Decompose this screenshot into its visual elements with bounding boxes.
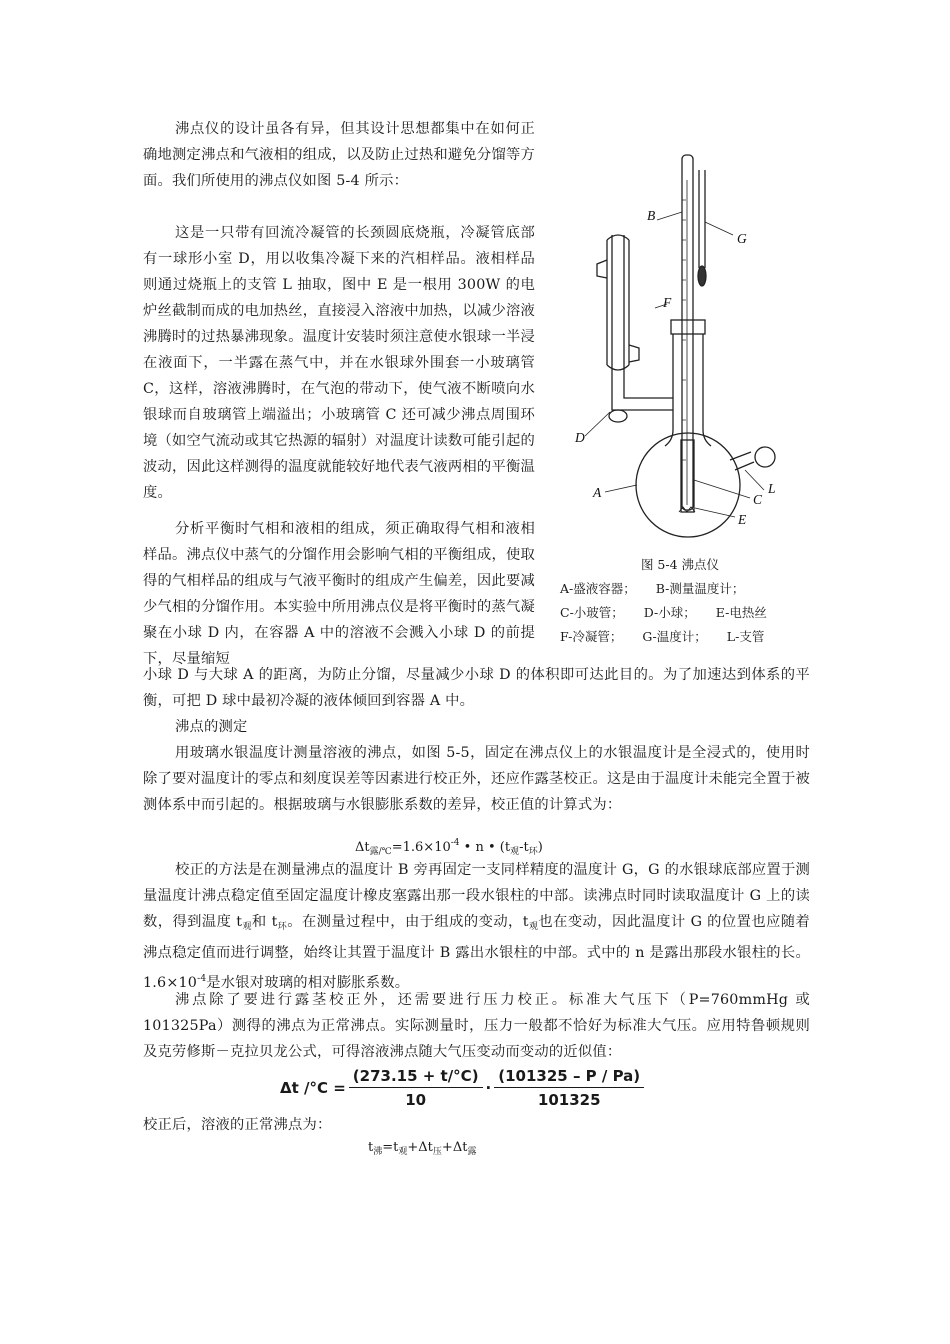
equation-pressure-correction: Δt /°C = $\frac{(273.15 + t/^\circ C)}{10}$ · $\frac{(101325 - P / Pa)}{101325}$ [280,1063,647,1113]
thermometer-b-shape [682,155,693,510]
label-g: G [737,231,747,246]
bulb-d-connector [612,378,673,410]
apparatus-drawing [555,140,805,540]
side-arm-stopcock [755,447,775,467]
condenser-inlet [597,260,607,278]
label-f: F [663,295,672,310]
paragraph-pressure-correction: 沸点除了要进行露茎校正外，还需要进行压力校正。标准大气压下（P=760mmHg 或 101325Pa）测得的沸点为正常沸点。实际测量时，压力一般都不恰好为标准大气压。应用特鲁顿规则及克劳修斯－克拉贝龙公式，可得溶液沸点随大气压变动而变动的近似值： [143,992,810,1060]
condenser-outer [607,240,629,365]
paragraph-correction-method: 校正的方法是在测量沸点的温度计 B 旁再固定一支同样精度的温度计 G，G 的水银球底部应置于测量温度计沸点稳定值至固定温度计橡皮塞露出那一段水银柱的中部。读沸点时同时读取温度计 G 上的读数，得到温度 $t_观$和 $t_环$。在测量过程中，由于组成的变动，$t_观$也在变动，因此温度计 G 的位置也应随着沸点稳定值而进行调整，始终让其置于温度计 B 露出水银柱的中部。式中的 n 是露出那段水银柱的长。$1.6\times 10^{-4}$是水银对玻璃的相对膨胀系数。 [143,862,811,991]
label-a: A [593,485,602,500]
figure-legend [560,577,800,649]
label-d: D [575,430,585,445]
label-c: C [753,492,763,507]
legend-row: F-冷凝管； G-温度计； L-支管 [560,629,765,644]
fraction-pressure: $\frac{(101325 - P / Pa)}{101325}$ [494,1067,644,1109]
small-tube-c [681,440,694,512]
flask-a [636,433,740,537]
label-e: E [738,512,747,527]
section-heading-boiling-point: 沸点的测定 [175,719,248,735]
label-b: B [647,208,656,223]
condenser-inner [612,235,624,390]
paragraph-stem-correction: 用玻璃水银温度计测量溶液的沸点，如图 5-5，固定在沸点仪上的水银温度计是全浸式的，使用时除了要对温度计的零点和刻度误差等因素进行校正外，还应作露茎校正。这是由于温度计未能完全置于被测体系中而引起的。根据玻璃与水银膨胀系数的差异，校正值的计算式为： [143,745,810,813]
label-l: L [768,481,776,496]
paragraph-after-correction: 校正后，溶液的正常沸点为： [143,1117,332,1133]
equation-normal-boiling-point: $t_沸=t_观+\Delta t_压+\Delta t_露$ [368,1140,477,1157]
rubber-stopper [671,320,705,334]
flask-neck [665,334,711,446]
fraction-temperature: $\frac{(273.15 + t/^\circ C)}{10}$ [349,1067,483,1109]
condenser-outlet [629,345,639,362]
thermometer-g-bulb [698,266,706,286]
paragraph-intro: 沸点仪的设计虽各有异，但其设计思想都集中在如何正确地测定沸点和气液相的组成，以及防止过热和避免分馏等方面。我们所使用的沸点仪如图 5-4 所示： [143,121,535,189]
figure-boiling-point-apparatus [555,140,805,540]
equation-stem-correction: $\Delta t_{露/℃}=1.6\times 10^{-4}$ • n • $(t_观-t_环)$ [355,838,543,857]
figure-caption: 图 5-4 沸点仪 [640,557,720,572]
condenser-top [607,235,629,240]
paragraph-sampling-continued: 小球 D 与大球 A 的距离，为防止分馏，尽量减少小球 D 的体积即可达此目的。为了加速达到体系的平衡，可把 D 球中最初冷凝的液体倾回到容器 A 中。 [143,667,810,709]
paragraph-sampling: 分析平衡时气相和液相的组成，须正确取得气相和液相样品。沸点仪中蒸气的分馏作用会影响气相的平衡组成，使取得的气相样品的组成与气液平衡时的组成产生偏差，因此要减少气相的分馏作用。本实验中所用沸点仪是将平衡时的蒸气凝聚在小球 D 内，在容器 A 中的溶液不会溅入小球 D 的前提下，尽量缩短 [143,521,535,667]
bulb-d [609,410,627,422]
legend-row: C-小玻管； D-小球； E-电热丝 [560,605,767,620]
condenser-bottom [607,365,629,370]
paragraph-apparatus-description: 这是一只带有回流冷凝管的长颈圆底烧瓶，冷凝管底部有一球形小室 D，用以收集冷凝下来的汽相样品。液相样品则通过烧瓶上的支管 L 抽取，图中 E 是一根用 300W 的电炉丝截制而成的电加热丝，直接浸入溶液中加热，以减少溶液沸腾时的过热暴沸现象。温度计安装时须注意使水银球一半浸在液面下，一半露在蒸气中，并在水银球外围套一小玻璃管 C，这样，溶液沸腾时，在气泡的带动下，使气液不断喷向水银球而自玻璃管上端溢出；小玻璃管 C 还可减少沸点周围环境（如空气流动或其它热源的辐射）对温度计读数可能引起的波动，因此这样测得的温度就能较好地代表气液两相的平衡温度。 [143,225,535,501]
legend-row: A-盛液容器； B-测量温度计； [560,581,745,596]
